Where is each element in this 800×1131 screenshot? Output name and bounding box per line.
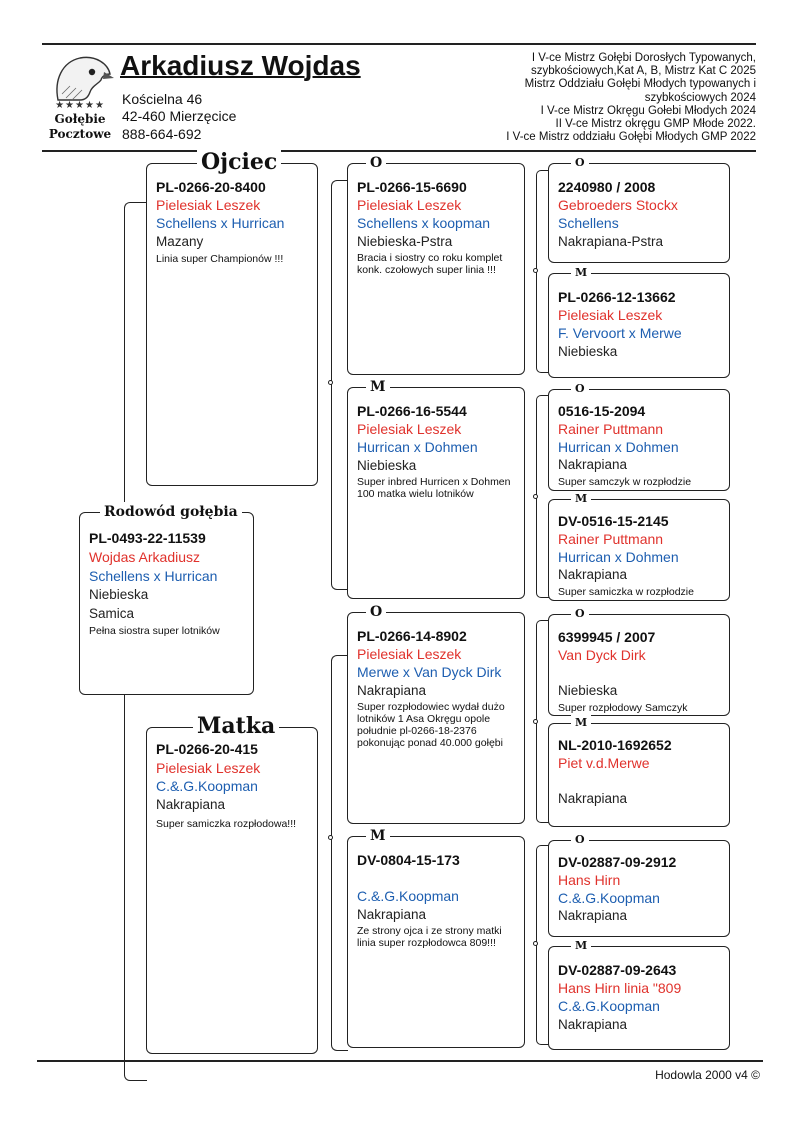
ffm-card [548,266,730,378]
breeder: Hans Hirn linia "809 [558,980,682,996]
header-top-rule [42,43,756,45]
ring-number: PL-0266-15-6690 [357,179,467,195]
title-line: I V-ce Mistrz Gołębi Dorosłych Typowanych, [531,52,756,64]
ring-number: DV-02887-09-2912 [558,854,677,870]
owner-phone: 888-664-692 [122,126,202,142]
connector-dot [533,941,538,946]
logo-text-2: Pocztowe [48,127,112,141]
title-line: szybkościowych,Kat A, B, Mistrz Kat C 2025 [531,65,756,78]
color: Nakrapiana [357,907,427,922]
subject-card [79,504,254,695]
m-label: M [366,826,390,846]
breeder: Rainer Puttmann [558,531,664,547]
ring-number: NL-2010-1692652 [558,737,672,753]
strain: Schellens x koopman [357,215,491,231]
ring-number: DV-0516-15-2145 [558,513,669,529]
footer-rule [37,1060,763,1062]
ff-card [347,155,525,375]
color: Nakrapiana-Pstra [558,234,664,249]
connector-dot [328,835,333,840]
color: Niebieska [357,458,417,473]
title-line: II V-ce Mistrz okręgu GMP Młode 2022. [555,118,756,131]
ring-number: 6399945 / 2007 [558,629,656,645]
ring-number: 2240980 / 2008 [558,179,656,195]
m-label: M [571,491,591,507]
ring-number: DV-0804-15-173 [357,852,460,868]
ring-number: PL-0493-22-11539 [89,530,206,546]
mm-card [347,828,525,1048]
title-line: szybkościowych 2024 [644,91,756,104]
pedigree-label: Rodowód gołębia [100,502,242,522]
connector [331,180,348,381]
color: Nakrapiana [558,791,628,806]
color: Niebieska-Pstra [357,234,453,249]
color: Mazany [156,234,204,249]
father-card [146,149,318,486]
color: Niebieska [89,587,149,602]
strain: Schellens x Hurrican [89,568,218,584]
strain: C.&.G.Koopman [558,890,660,906]
connector-dot [533,719,538,724]
logo-text-1: Gołębie [54,112,106,126]
breeder: Pielesiak Leszek [156,197,261,213]
color: Nakrapiana [558,1017,628,1032]
note: Super rozpłodowy Samczyk [558,702,688,714]
owner-city: 42-460 Mierzęcice [122,108,237,124]
breeder: Piet v.d.Merwe [558,755,650,771]
sex: Samica [89,606,135,621]
title-line: I V-ce Mistrz Okręgu Gołebi Młodych 2024 [540,104,756,117]
logo-stars: ★★★★★ [55,100,105,111]
breeder: Pielesiak Leszek [357,197,462,213]
o-label: O [571,155,589,171]
strain: Schellens x Hurrican [156,215,285,231]
breeder: Pielesiak Leszek [357,421,462,437]
strain: C.&.G.Koopman [558,998,660,1014]
title-line: I V-ce Mistrz oddziału Gołębi Młodych GMP 2022 [506,131,756,144]
note: Super samiczka w rozpłodzie [558,586,694,598]
m-label: M [571,715,591,731]
breeder: Pielesiak Leszek [357,646,462,662]
note: Super rozpłodowiec wydał dużo lotników 1 Asa Okręgu opole południe pl-0266-18-2376 pokonując ponad 40.000 gołębi [357,701,505,749]
connector-dot [533,494,538,499]
note: Super samczyk w rozpłodzie [558,476,692,488]
logo [44,50,116,146]
connector [331,655,348,836]
o-label: O [571,606,589,622]
mfm-card [548,716,730,827]
breeder: Rainer Puttmann [558,421,664,437]
strain: Schellens [558,215,619,231]
breeder: Gebroeders Stockx [558,197,678,213]
mf-card [347,604,525,824]
note: Pełna siostra super lotników [89,625,220,637]
mmf-card [548,833,730,937]
breeder: Van Dyck Dirk [558,647,646,663]
breeder: Wojdas Arkadiusz [89,549,201,565]
o-label: O [571,381,589,397]
owner-street: Kościelna 46 [122,91,203,107]
owner-name: Arkadiusz Wojdas [120,50,361,81]
ring-number: DV-02887-09-2643 [558,962,677,978]
ring-number: PL-0266-16-5544 [357,403,467,419]
m-label: M [571,265,591,281]
color: Nakrapiana [357,683,427,698]
m-label: M [366,377,390,397]
ring-number: PL-0266-12-13662 [558,289,676,305]
strain: Hurrican x Dohmen [558,549,679,565]
strain: F. Vervoort x Merwe [558,325,682,341]
father-label: Ojciec [197,149,281,175]
m-label: M [571,938,591,954]
breeder: Hans Hirn [558,872,621,888]
titles-block [436,52,756,144]
o-label: O [366,602,386,622]
color: Nakrapiana [156,797,226,812]
note: Super inbred Hurricen x Dohmen 100 matka wielu lotników [357,476,511,500]
fmm-card [548,492,730,601]
mff-card [548,607,730,716]
ring-number: PL-0266-20-8400 [156,179,266,195]
software-credit: Hodowla 2000 v4 © [655,1068,760,1082]
mother-label: Matka [193,713,279,739]
ring-number: PL-0266-14-8902 [357,628,467,644]
strain: Hurrican x Dohmen [357,439,478,455]
mmm-card [548,939,730,1050]
breeder: Pielesiak Leszek [558,307,663,323]
color: Niebieska [558,683,618,698]
strain: Merwe x Van Dyck Dirk [357,664,502,680]
strain: C.&.G.Koopman [156,778,258,794]
note: Super samiczka rozpłodowa!!! [156,818,297,830]
fff-card [548,156,730,263]
connector [331,383,348,590]
color: Nakrapiana [558,457,628,472]
color: Nakrapiana [558,567,628,582]
color: Niebieska [558,344,618,359]
note: Ze strony ojca i ze strony matki linia super rozpłodowca 809!!! [357,925,502,949]
fm-card [347,379,525,599]
fmf-card [548,382,730,491]
connector-dot [533,268,538,273]
connector [124,202,147,513]
header-bottom-rule [42,150,756,152]
color: Nakrapiana [558,908,628,923]
title-line: Mistrz Oddziału Gołębi Młodych typowanych i [524,78,756,91]
connector [331,838,348,1051]
connector [124,695,147,1081]
ring-number: PL-0266-20-415 [156,741,258,757]
strain: C.&.G.Koopman [357,888,459,904]
mother-card [146,713,318,1054]
note: Bracia i siostry co roku komplet konk. czołowych super linia !!! [357,252,503,276]
pigeon-head-icon [44,50,116,102]
o-label: O [366,153,386,173]
strain: Hurrican x Dohmen [558,439,679,455]
connector-dot [328,380,333,385]
ring-number: 0516-15-2094 [558,403,646,419]
breeder: Pielesiak Leszek [156,760,261,776]
note: Linia super Championów !!! [156,253,284,265]
o-label: O [571,832,589,848]
